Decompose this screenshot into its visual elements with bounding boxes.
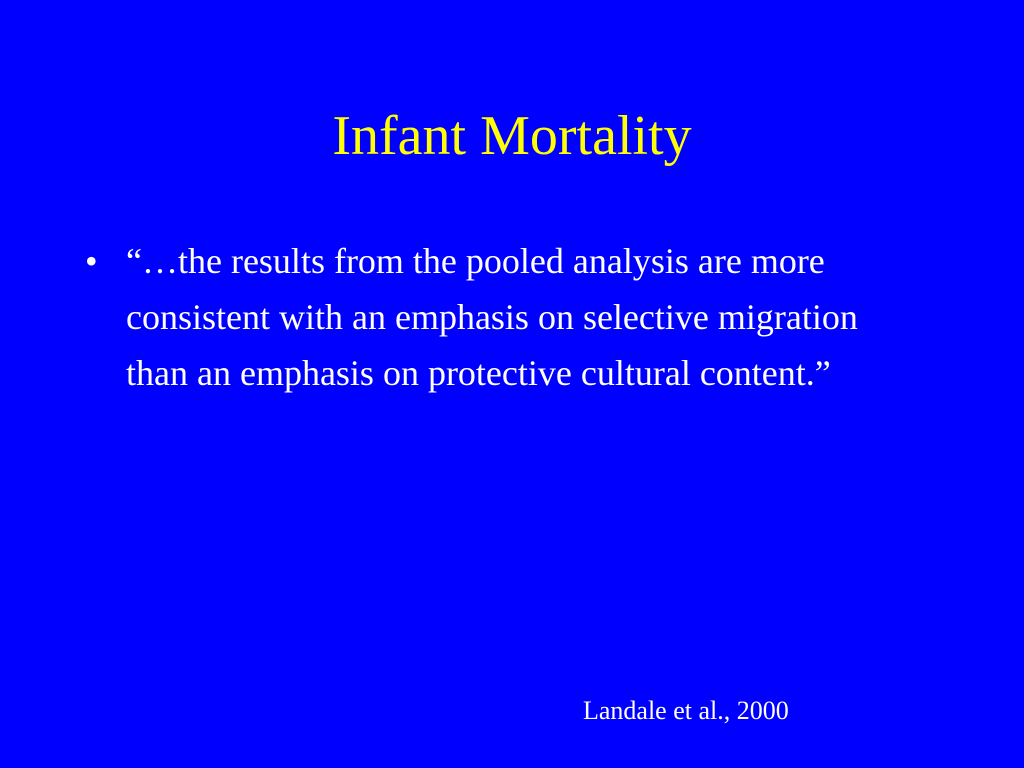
slide-title: Infant Mortality bbox=[332, 105, 692, 167]
bullet-text: “…the results from the pooled analysis are more consistent with an emphasis on selective migration than an emphasis on protective cultural content.” bbox=[126, 241, 858, 393]
bullet-list bbox=[85, 233, 925, 401]
citation: Landale et al., 2000 bbox=[583, 696, 789, 725]
bullet-icon: • bbox=[85, 241, 98, 281]
bullet-item bbox=[85, 233, 925, 401]
